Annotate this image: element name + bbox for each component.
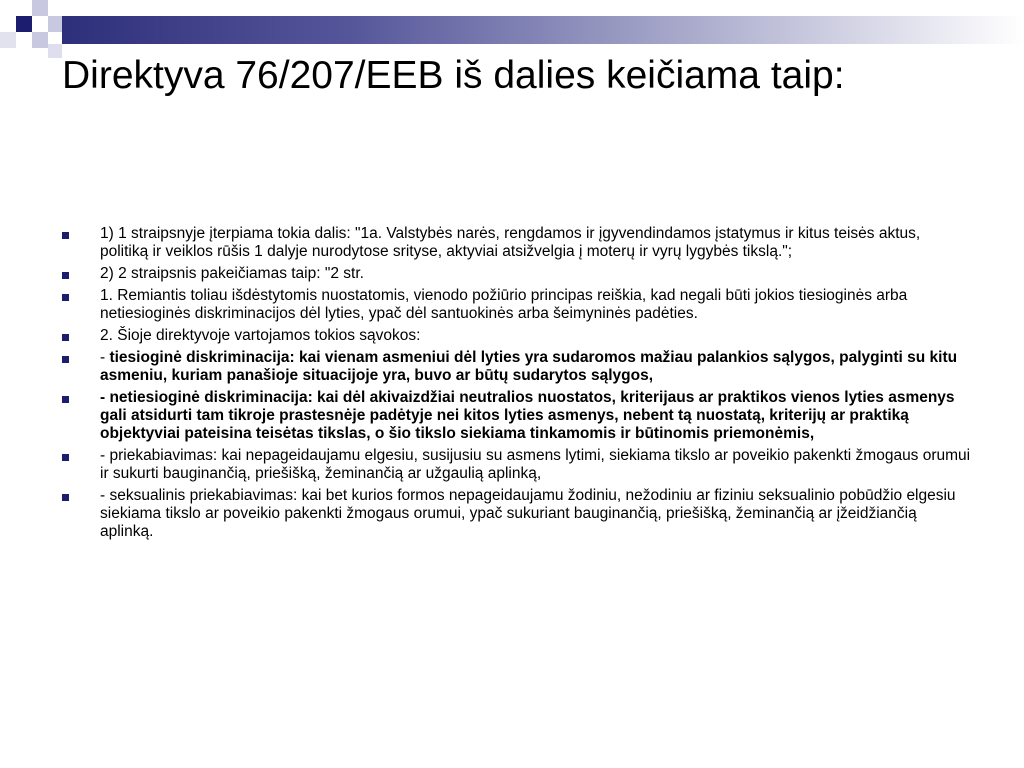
list-item-text: - netiesioginė diskriminacija: kai dėl akivaizdžiai neutralios nuostatos, kriterijaus ar praktikos vienos lyties asmenys gali atsidurti tam tikroje prastesnėje padėtyje nei kitos lyties asmenys, nebent tą nuostatą, kriterijų ar praktiką objektyviai pateisina teisėtas tikslas, o šio tikslo siekiama tinkamomis ir būtinomis priemonėmis, xyxy=(100,389,955,442)
list-item xyxy=(62,225,972,261)
decorative-square xyxy=(32,32,48,48)
decorative-square xyxy=(0,32,16,48)
list-item xyxy=(62,349,972,385)
list-item-text: - priekabiavimas: kai nepageidaujamu elgesiu, susijusiu su asmens lytimi, siekiama tikslo ar poveikio pakenkti žmogaus orumui ir sukurti bauginančią, priešišką, žeminančią ar užgaulią aplinką, xyxy=(100,447,971,482)
square-bullet-icon xyxy=(62,356,69,363)
decorative-square xyxy=(16,16,32,32)
square-bullet-icon xyxy=(62,396,69,403)
list-item xyxy=(62,287,972,323)
list-item-text: 2. Šioje direktyvoje vartojamos tokios sąvokos: xyxy=(100,327,421,344)
list-item xyxy=(62,327,972,345)
square-bullet-icon xyxy=(62,272,69,279)
decorative-square xyxy=(48,44,62,58)
list-item xyxy=(62,487,972,541)
list-item xyxy=(62,447,972,483)
list-item xyxy=(62,265,972,283)
list-item-text: - seksualinis priekabiavimas: kai bet kurios formos nepageidaujamu žodiniu, nežodiniu ar fiziniu seksualinio pobūdžio elgesiu siekiama tikslo ar poveikio pakenkti žmogaus orumui, ypač sukuriant bauginančią, priešišką, žeminančią ar įžeidžiančią aplinką. xyxy=(100,487,956,540)
bullet-list xyxy=(62,225,972,545)
slide-title: Direktyva 76/207/EEB iš dalies keičiama taip: xyxy=(62,54,845,97)
list-item-prefix: - xyxy=(100,349,110,366)
square-bullet-icon xyxy=(62,334,69,341)
list-item-text: tiesioginė diskriminacija: kai vienam asmeniui dėl lyties yra sudaromos mažiau palankios sąlygos, palyginti su kitu asmeniu, kuriam panašioje situacijoje yra, buvo ar būtų sudarytos sąlygos, xyxy=(100,349,958,384)
square-bullet-icon xyxy=(62,294,69,301)
list-item-text: 2) 2 straipsnis pakeičiamas taip: "2 str. xyxy=(100,265,364,282)
decorative-square xyxy=(32,0,48,16)
list-item-text: 1. Remiantis toliau išdėstytomis nuostatomis, vienodo požiūrio principas reiškia, kad negali būti jokios tiesioginės arba netiesioginės diskriminacijos dėl lyties, ypač dėl santuokinės arba šeimyninės padėties. xyxy=(100,287,908,322)
square-bullet-icon xyxy=(62,454,69,461)
square-bullet-icon xyxy=(62,232,69,239)
square-bullet-icon xyxy=(62,494,69,501)
header-gradient-bar xyxy=(62,16,1024,44)
list-item xyxy=(62,389,972,443)
list-item-text: 1) 1 straipsnyje įterpiama tokia dalis: "1a. Valstybės narės, rengdamos ir įgyvendindamos įstatymus ir kitus teisės aktus, politiką ir veiklos rūšis 1 dalyje nurodytose srityse, aktyviai atsižvelgia į moterų ir vyrų lygybės tikslą."; xyxy=(100,225,921,260)
